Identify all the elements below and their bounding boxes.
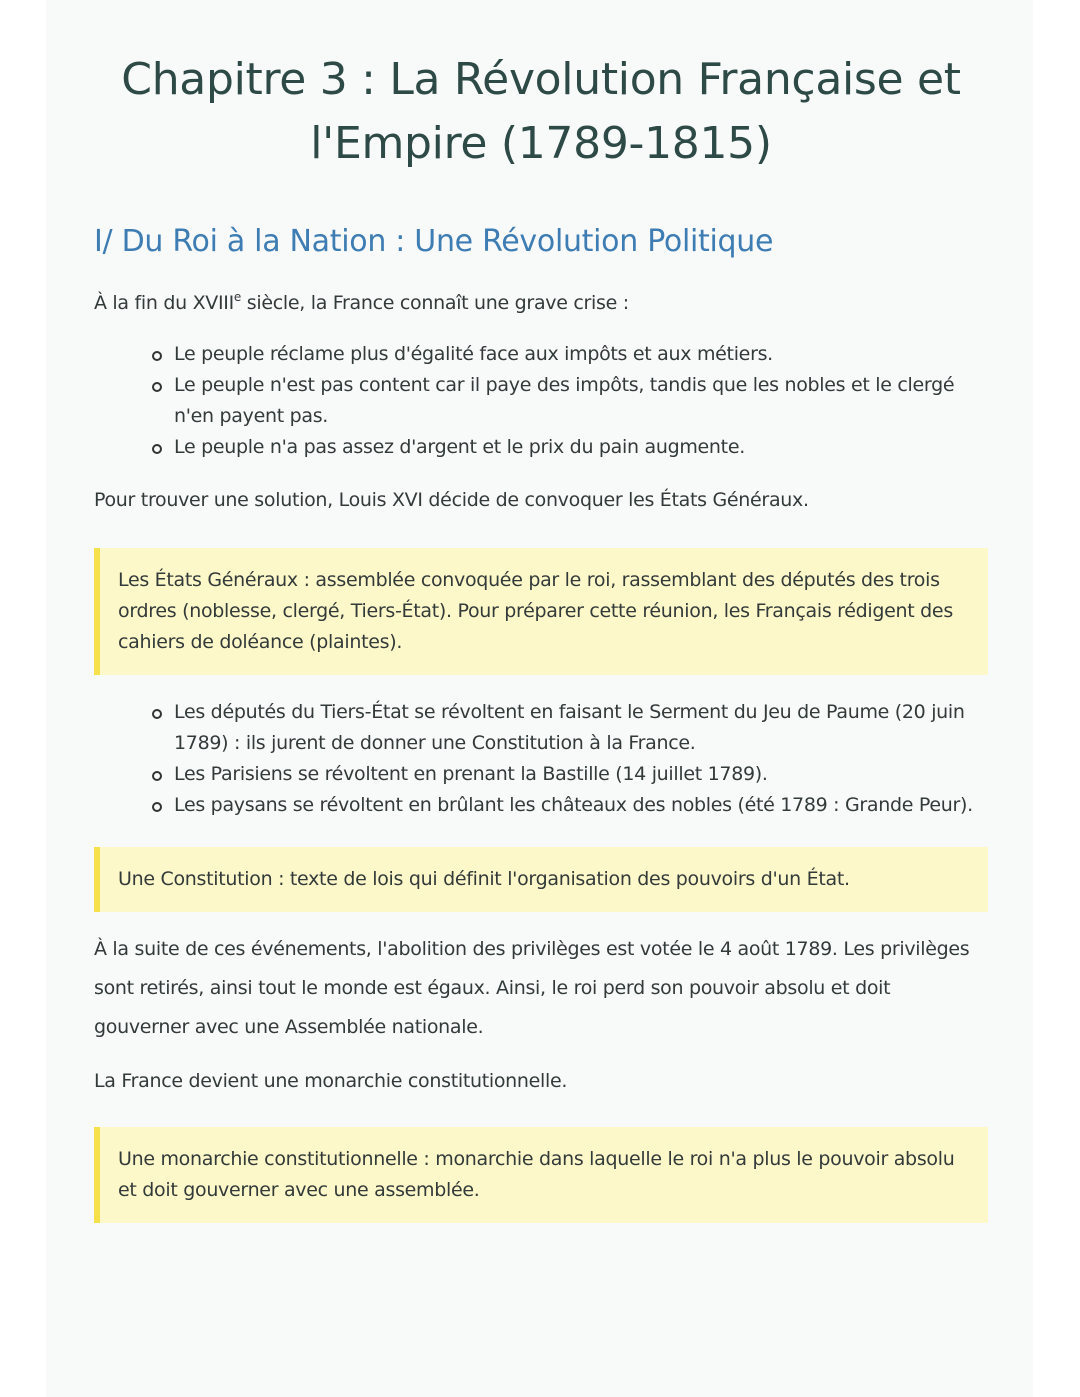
list-item: Le peuple réclame plus d'égalité face aux impôts et aux métiers. bbox=[174, 339, 988, 370]
intro-paragraph bbox=[94, 288, 988, 319]
intro-text-end: siècle, la France connaît une grave crise : bbox=[241, 292, 629, 314]
list-item: Les Parisiens se révoltent en prenant la Bastille (14 juillet 1789). bbox=[174, 759, 988, 790]
revolt-list bbox=[94, 697, 988, 821]
definition-callout-constitution bbox=[94, 847, 988, 912]
definition-text: Une monarchie constitutionnelle : monarchie dans laquelle le roi n'a plus le pouvoir absolu et doit gouverner avec une assemblée. bbox=[118, 1148, 955, 1201]
century-superscript: e bbox=[233, 290, 242, 304]
monarchy-paragraph: La France devient une monarchie constitutionnelle. bbox=[94, 1070, 568, 1092]
abolition-paragraph: À la suite de ces événements, l'abolition des privilèges est votée le 4 août 1789. Les privilèges sont retirés, ainsi tout le monde est égaux. Ainsi, le roi perd son pouvoir absolu et doit gouverner avec une Assemblée nationale. bbox=[94, 938, 970, 1038]
solution-paragraph: Pour trouver une solution, Louis XVI décide de convoquer les États Généraux. bbox=[94, 489, 809, 511]
definition-callout-etats-generaux bbox=[94, 548, 988, 675]
definition-callout-monarchy bbox=[94, 1127, 988, 1223]
section-heading: I/ Du Roi à la Nation : Une Révolution Politique bbox=[94, 224, 774, 259]
document-page bbox=[46, 0, 1033, 1397]
intro-text: À la fin du XVIII bbox=[94, 292, 234, 314]
chapter-title: Chapitre 3 : La Révolution Française et l'Empire (1789-1815) bbox=[121, 54, 961, 169]
list-item: Le peuple n'est pas content car il paye des impôts, tandis que les nobles et le clergé n'en payent pas. bbox=[174, 370, 988, 432]
list-item: Le peuple n'a pas assez d'argent et le prix du pain augmente. bbox=[174, 432, 988, 463]
list-item: Les députés du Tiers-État se révoltent en faisant le Serment du Jeu de Paume (20 juin 1789) : ils jurent de donner une Constitution à la France. bbox=[174, 697, 988, 759]
definition-text: Une Constitution : texte de lois qui définit l'organisation des pouvoirs d'un État. bbox=[118, 868, 850, 890]
list-item: Les paysans se révoltent en brûlant les châteaux des nobles (été 1789 : Grande Peur). bbox=[174, 790, 988, 821]
document-content bbox=[94, 0, 988, 1223]
definition-text: Les États Généraux : assemblée convoquée par le roi, rassemblant des députés des trois ordres (noblesse, clergé, Tiers-État). Pour préparer cette réunion, les Français rédigent des cahiers de doléance (plaintes). bbox=[118, 569, 953, 653]
crisis-list bbox=[94, 339, 988, 463]
